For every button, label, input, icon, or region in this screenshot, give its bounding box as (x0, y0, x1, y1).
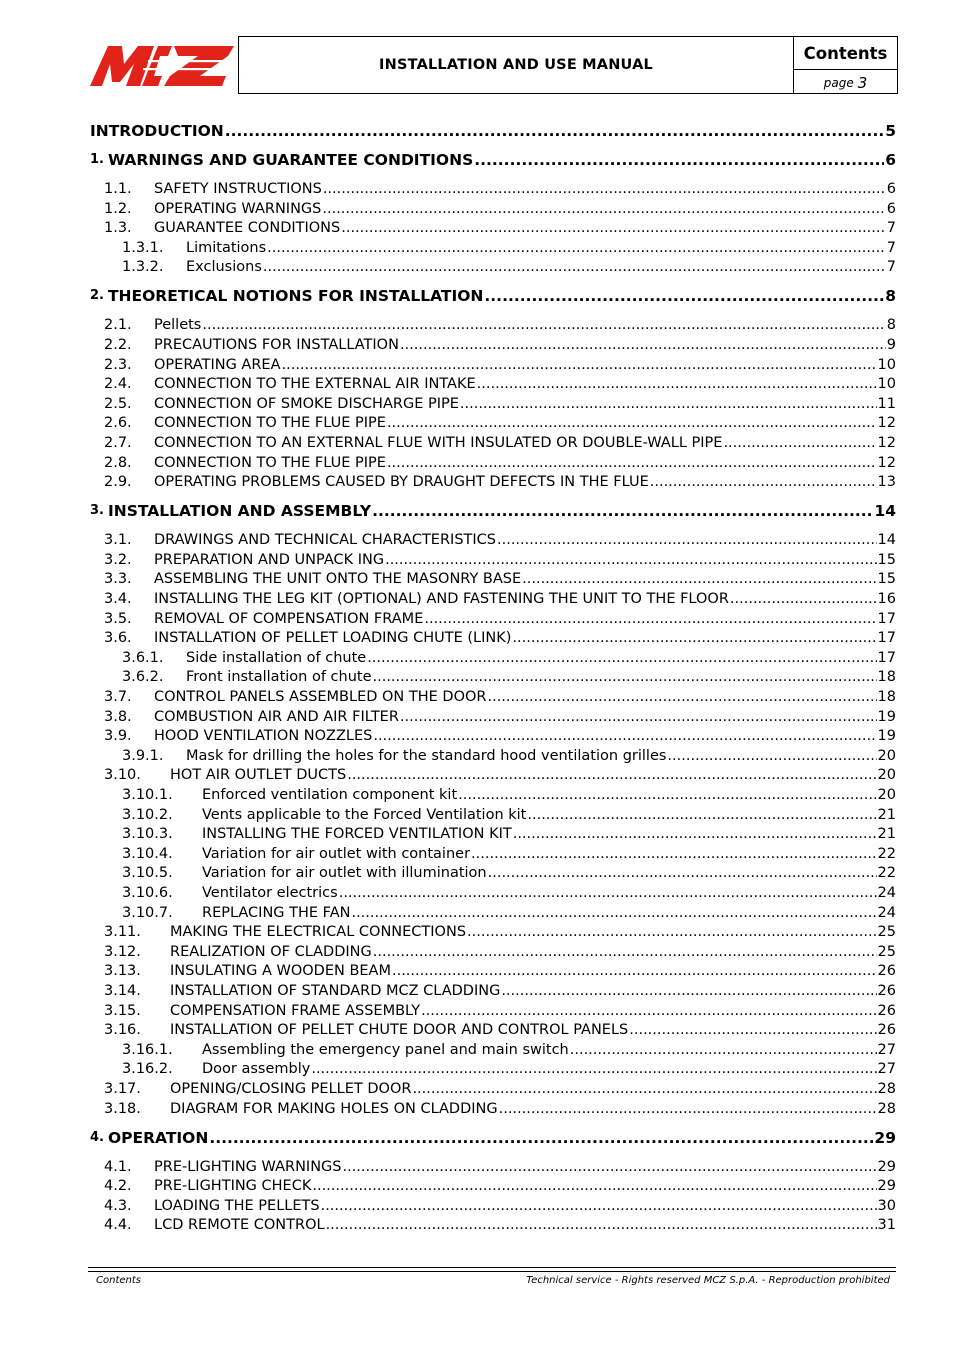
toc-chapter-entry[interactable] (90, 120, 896, 140)
toc-entry-title: CONTROL PANELS ASSEMBLED ON THE DOOR (154, 689, 487, 705)
toc-entry-number: 2. (90, 288, 104, 303)
toc-entry-number: 3.6.2. (122, 669, 164, 685)
toc-entry-page: 31 (877, 1217, 896, 1233)
toc-entry[interactable] (90, 1156, 896, 1176)
toc-entry[interactable] (90, 354, 896, 374)
toc-entry[interactable] (90, 784, 896, 804)
toc-entry-page: 20 (877, 748, 896, 764)
toc-entry-page: 20 (877, 767, 896, 783)
toc-entry-title: INSULATING A WOODEN BEAM (170, 963, 391, 979)
toc-leader-dots (400, 708, 877, 726)
header-section-box (794, 36, 898, 94)
toc-leader-dots (527, 806, 876, 824)
toc-entry[interactable] (90, 393, 896, 413)
toc-entry-page: 24 (877, 885, 896, 901)
toc-entry-page: 18 (877, 669, 896, 685)
toc-entry-number: 3.10.5. (122, 865, 173, 881)
toc-entry-page: 27 (877, 1042, 896, 1058)
toc-entry-title: OPERATING AREA (154, 357, 281, 373)
toc-entry-number: 3.10.1. (122, 787, 173, 803)
toc-entry[interactable] (90, 373, 896, 393)
toc-entry-page: 5 (885, 122, 896, 140)
toc-entry[interactable] (90, 452, 896, 472)
toc-entry[interactable] (90, 862, 896, 882)
toc-entry-title: PRE-LIGHTING CHECK (154, 1178, 312, 1194)
toc-entry-number: 4.3. (104, 1198, 132, 1214)
toc-entry-number: 3.6. (104, 630, 132, 646)
toc-leader-dots (385, 551, 876, 569)
toc-entry[interactable] (90, 921, 896, 941)
toc-leader-dots (474, 151, 884, 169)
toc-entry-title: Pellets (154, 317, 202, 333)
toc-entry-title: OPERATING PROBLEMS CAUSED BY DRAUGHT DEFECTS IN THE FLUE (154, 474, 649, 490)
toc-leader-dots (501, 982, 876, 1000)
toc-entry-page: 30 (877, 1198, 896, 1214)
toc-entry-title: REMOVAL OF COMPENSATION FRAME (154, 611, 424, 627)
toc-entry-page: 26 (877, 1022, 896, 1038)
toc-entry[interactable] (90, 882, 896, 902)
toc-entry[interactable] (90, 980, 896, 1000)
toc-entry[interactable] (90, 217, 896, 237)
toc-entry-page: 8 (886, 317, 896, 333)
toc-entry[interactable] (90, 941, 896, 961)
toc-entry[interactable] (90, 568, 896, 588)
toc-leader-dots (347, 766, 876, 784)
toc-entry-title: Front installation of chute (186, 669, 372, 685)
toc-entry[interactable] (90, 529, 896, 549)
mcz-logo (88, 40, 238, 90)
toc-entry-title: COMBUSTION AIR AND AIR FILTER (154, 709, 399, 725)
toc-entry[interactable] (90, 1039, 896, 1059)
toc-entry[interactable] (90, 1000, 896, 1020)
toc-leader-dots (387, 454, 877, 472)
toc-entry-page: 19 (877, 728, 896, 744)
toc-entry-title: OPENING/CLOSING PELLET DOOR (170, 1081, 412, 1097)
toc-entry-title: LCD REMOTE CONTROL (154, 1217, 325, 1233)
toc-entry[interactable] (90, 1019, 896, 1039)
toc-leader-dots (421, 1002, 876, 1020)
toc-entry-title: PRE-LIGHTING WARNINGS (154, 1159, 342, 1175)
toc-entry[interactable] (90, 1195, 896, 1215)
toc-entry-page: 19 (877, 709, 896, 725)
toc-entry-title: Side installation of chute (186, 650, 367, 666)
toc-leader-dots (400, 336, 886, 354)
toc-leader-dots (629, 1021, 876, 1039)
toc-entry-title: PREPARATION AND UNPACK ING (154, 552, 385, 568)
toc-leader-dots (326, 1216, 877, 1234)
toc-entry-page: 26 (877, 963, 896, 979)
toc-entry-title: MAKING THE ELECTRICAL CONNECTIONS (170, 924, 467, 940)
toc-entry-number: 3.7. (104, 689, 132, 705)
toc-entry-number: 3.10.3. (122, 826, 173, 842)
toc-entry-number: 3.8. (104, 709, 132, 725)
toc-entry[interactable] (90, 412, 896, 432)
toc-entry-page: 14 (874, 502, 896, 520)
toc-entry-page: 10 (877, 376, 896, 392)
toc-entry-page: 22 (877, 865, 896, 881)
toc-leader-dots (667, 747, 876, 765)
toc-leader-dots (487, 688, 876, 706)
toc-leader-dots (484, 287, 884, 305)
toc-entry-page: 15 (877, 571, 896, 587)
toc-entry-page: 29 (877, 1178, 896, 1194)
toc-leader-dots (392, 962, 877, 980)
toc-entry-number: 4.1. (104, 1159, 132, 1175)
toc-entry[interactable] (90, 1058, 896, 1078)
toc-entry-number: 3.9. (104, 728, 132, 744)
toc-entry-number: 3.1. (104, 532, 132, 548)
toc-entry[interactable] (90, 256, 896, 276)
toc-entry-number: 3.13. (104, 963, 141, 979)
toc-entry[interactable] (90, 804, 896, 824)
footer-rule-thin (88, 1271, 896, 1272)
toc-leader-dots (424, 610, 876, 628)
document-title: INSTALLATION AND USE MANUAL (238, 36, 794, 94)
toc-entry-number: 3.16.2. (122, 1061, 173, 1077)
toc-entry-number: 3.3. (104, 571, 132, 587)
toc-entry-number: 4. (90, 1130, 104, 1145)
toc-leader-dots (373, 668, 877, 686)
toc-entry-title: INSTALLING THE FORCED VENTILATION KIT (202, 826, 512, 842)
toc-entry-page: 7 (886, 240, 896, 256)
toc-entry-title: INSTALLATION OF PELLET CHUTE DOOR AND CONTROL PANELS (170, 1022, 629, 1038)
toc-entry-number: 2.4. (104, 376, 132, 392)
toc-entry-number: 3.10.7. (122, 905, 173, 921)
toc-entry-title: Door assembly (202, 1061, 311, 1077)
toc-entry-title: DRAWINGS AND TECHNICAL CHARACTERISTICS (154, 532, 496, 548)
toc-entry[interactable] (90, 178, 896, 198)
toc-leader-dots (650, 473, 877, 491)
toc-entry-page: 7 (886, 259, 896, 275)
toc-entry-page: 16 (877, 591, 896, 607)
toc-entry-page: 27 (877, 1061, 896, 1077)
toc-entry-title: OPERATING WARNINGS (154, 201, 322, 217)
toc-chapter-entry[interactable] (90, 500, 896, 520)
toc-entry-page: 18 (877, 689, 896, 705)
toc-leader-dots (471, 845, 877, 863)
toc-entry-number: 2.9. (104, 474, 132, 490)
toc-entry-title: ASSEMBLING THE UNIT ONTO THE MASONRY BASE (154, 571, 522, 587)
footer-section: Contents (96, 1275, 141, 1286)
toc-leader-dots (321, 1197, 877, 1215)
toc-leader-dots (570, 1041, 877, 1059)
toc-entry-number: 3.9.1. (122, 748, 164, 764)
toc-entry-number: 3.6.1. (122, 650, 164, 666)
toc-entry[interactable] (90, 725, 896, 745)
toc-entry[interactable] (90, 627, 896, 647)
toc-entry-page: 17 (877, 630, 896, 646)
toc-entry-page: 17 (877, 650, 896, 666)
toc-entry-page: 14 (877, 532, 896, 548)
toc-leader-dots (723, 434, 876, 452)
toc-entry[interactable] (90, 647, 896, 667)
toc-entry[interactable] (90, 902, 896, 922)
toc-chapter-entry[interactable] (90, 1127, 896, 1147)
toc-entry-title: INSTALLATION OF STANDARD MCZ CLADDING (170, 983, 501, 999)
toc-entry-number: 4.4. (104, 1217, 132, 1233)
footer-rule (88, 1267, 896, 1268)
toc-entry-page: 17 (877, 611, 896, 627)
toc-entry-title: Assembling the emergency panel and main switch (202, 1042, 569, 1058)
toc-leader-dots (458, 786, 876, 804)
toc-entry-number: 2.7. (104, 435, 132, 451)
toc-entry-page: 21 (877, 807, 896, 823)
toc-entry[interactable] (90, 471, 896, 491)
toc-entry-title: GUARANTEE CONDITIONS (154, 220, 341, 236)
toc-entry-title: OPERATION (107, 1129, 209, 1147)
toc-entry-number: 3.11. (104, 924, 141, 940)
toc-entry-page: 8 (885, 287, 896, 305)
toc-entry-title: Enforced ventilation component kit (202, 787, 458, 803)
toc-entry-number: 3.16.1. (122, 1042, 173, 1058)
toc-entry-title: SAFETY INSTRUCTIONS (154, 181, 322, 197)
toc-entry[interactable] (90, 1175, 896, 1195)
toc-leader-dots (513, 825, 877, 843)
toc-entry-page: 6 (886, 181, 896, 197)
toc-entry-page: 15 (877, 552, 896, 568)
toc-entry-page: 25 (877, 944, 896, 960)
toc-entry-number: 3.10.6. (122, 885, 173, 901)
toc-entry-title: PRECAUTIONS FOR INSTALLATION (154, 337, 399, 353)
toc-entry-number: 2.3. (104, 357, 132, 373)
toc-entry-number: 2.6. (104, 415, 132, 431)
toc-entry[interactable] (90, 237, 896, 257)
toc-entry-page: 28 (877, 1081, 896, 1097)
toc-entry-title: DIAGRAM FOR MAKING HOLES ON CLADDING (170, 1101, 498, 1117)
toc-entry[interactable] (90, 1098, 896, 1118)
toc-entry-number: 3.4. (104, 591, 132, 607)
toc-entry-number: 3.5. (104, 611, 132, 627)
toc-leader-dots (467, 923, 877, 941)
toc-entry[interactable] (90, 1078, 896, 1098)
toc-entry-title: HOT AIR OUTLET DUCTS (170, 767, 347, 783)
toc-entry-page: 12 (877, 435, 896, 451)
toc-entry[interactable] (90, 666, 896, 686)
toc-entry-title: COMPENSATION FRAME ASSEMBLY (170, 1003, 421, 1019)
toc-entry-title: LOADING THE PELLETS (154, 1198, 320, 1214)
toc-entry-number: 3.12. (104, 944, 141, 960)
toc-entry-title: CONNECTION TO THE EXTERNAL AIR INTAKE (154, 376, 476, 392)
toc-entry[interactable] (90, 686, 896, 706)
toc-leader-dots (282, 356, 877, 374)
toc-entry-title: INTRODUCTION (90, 122, 224, 140)
toc-entry-title: Variation for air outlet with container (202, 846, 471, 862)
toc-entry-page: 26 (877, 983, 896, 999)
toc-entry-page: 20 (877, 787, 896, 803)
toc-leader-dots (412, 1080, 876, 1098)
toc-entry-title: HOOD VENTILATION NOZZLES (154, 728, 373, 744)
toc-entry-title: CONNECTION TO AN EXTERNAL FLUE WITH INSULATED OR DOUBLE-WALL PIPE (154, 435, 723, 451)
toc-entry-page: 29 (874, 1129, 896, 1147)
toc-entry-title: INSTALLATION OF PELLET LOADING CHUTE (LINK) (154, 630, 512, 646)
toc-entry-page: 25 (877, 924, 896, 940)
toc-leader-dots (499, 1100, 877, 1118)
toc-entry-title: REALIZATION OF CLADDING (170, 944, 372, 960)
toc-entry-page: 21 (877, 826, 896, 842)
toc-entry-page: 26 (877, 1003, 896, 1019)
toc-entry-title: Ventilator electrics (202, 885, 338, 901)
toc-leader-dots (367, 649, 876, 667)
toc-leader-dots (373, 727, 876, 745)
toc-entry-number: 3.10.2. (122, 807, 173, 823)
toc-leader-dots (730, 590, 877, 608)
toc-leader-dots (342, 1158, 876, 1176)
toc-entry[interactable] (90, 843, 896, 863)
toc-leader-dots (209, 1129, 873, 1147)
toc-entry[interactable] (90, 706, 896, 726)
toc-entry-number: 2.5. (104, 396, 132, 412)
toc-entry-page: 6 (886, 201, 896, 217)
toc-leader-dots (225, 122, 884, 140)
toc-leader-dots (373, 943, 877, 961)
toc-entry-number: 3.15. (104, 1003, 141, 1019)
toc-entry-page: 12 (877, 455, 896, 471)
toc-entry[interactable] (90, 314, 896, 334)
toc-entry-number: 2.2. (104, 337, 132, 353)
toc-entry-number: 3.10. (104, 767, 141, 783)
toc-entry-page: 7 (886, 220, 896, 236)
toc-entry-title: THEORETICAL NOTIONS FOR INSTALLATION (107, 287, 484, 305)
toc-leader-dots (351, 904, 876, 922)
toc-entry-page: 29 (877, 1159, 896, 1175)
toc-entry[interactable] (90, 745, 896, 765)
toc-entry[interactable] (90, 334, 896, 354)
toc-entry-page: 9 (886, 337, 896, 353)
toc-entry-number: 3.17. (104, 1081, 141, 1097)
toc-leader-dots (512, 629, 876, 647)
toc-leader-dots (460, 395, 877, 413)
toc-entry-title: Limitations (186, 240, 267, 256)
toc-entry-page: 22 (877, 846, 896, 862)
section-title: Contents (794, 37, 897, 70)
toc-leader-dots (322, 200, 885, 218)
toc-leader-dots (311, 1060, 876, 1078)
toc-entry-title: Exclusions (186, 259, 262, 275)
toc-entry[interactable] (90, 588, 896, 608)
toc-leader-dots (202, 316, 885, 334)
toc-leader-dots (263, 258, 886, 276)
toc-leader-dots (323, 180, 886, 198)
toc-entry-title: Vents applicable to the Forced Ventilation kit (202, 807, 527, 823)
toc-entry[interactable] (90, 608, 896, 628)
toc-entry-number: 1.3. (104, 220, 132, 236)
toc-entry-number: 3. (90, 503, 104, 518)
toc-leader-dots (522, 570, 876, 588)
toc-entry-number: 3.14. (104, 983, 141, 999)
toc-entry-title: CONNECTION OF SMOKE DISCHARGE PIPE (154, 396, 459, 412)
toc-chapter-entry[interactable] (90, 285, 896, 305)
toc-entry-number: 2.1. (104, 317, 132, 333)
toc-entry[interactable] (90, 549, 896, 569)
toc-entry-title: WARNINGS AND GUARANTEE CONDITIONS (107, 151, 474, 169)
toc-entry[interactable] (90, 1214, 896, 1234)
toc-entry-title: Variation for air outlet with illumination (202, 865, 487, 881)
toc-entry-number: 3.2. (104, 552, 132, 568)
toc-entry-page: 12 (877, 415, 896, 431)
toc-entry-page: 10 (877, 357, 896, 373)
toc-entry-title: INSTALLING THE LEG KIT (OPTIONAL) AND FASTENING THE UNIT TO THE FLOOR (154, 591, 729, 607)
toc-entry-number: 3.18. (104, 1101, 141, 1117)
toc-entry-page: 11 (877, 396, 896, 412)
toc-entry[interactable] (90, 960, 896, 980)
toc-entry-number: 4.2. (104, 1178, 132, 1194)
toc-entry[interactable] (90, 823, 896, 843)
toc-entry-title: Mask for drilling the holes for the standard hood ventilation grilles (186, 748, 667, 764)
toc-entry-number: 1. (90, 152, 104, 167)
toc-entry[interactable] (90, 432, 896, 452)
page-number: 3 (857, 73, 868, 92)
toc-leader-dots (267, 239, 886, 257)
toc-entry-title: CONNECTION TO THE FLUE PIPE (154, 455, 386, 471)
toc-entry-number: 3.16. (104, 1022, 141, 1038)
toc-leader-dots (488, 864, 877, 882)
toc-leader-dots (477, 375, 877, 393)
toc-entry-number: 3.10.4. (122, 846, 173, 862)
toc-entry-title: INSTALLATION AND ASSEMBLY (107, 502, 372, 520)
toc-leader-dots (341, 219, 886, 237)
footer-copyright: Technical service - Rights reserved MCZ S.p.A. - Reproduction prohibited (526, 1275, 890, 1286)
toc-entry-number: 1.3.1. (122, 240, 164, 256)
toc-entry-page: 28 (877, 1101, 896, 1117)
toc-leader-dots (497, 531, 877, 549)
toc-entry-title: REPLACING THE FAN (202, 905, 351, 921)
toc-entry-number: 2.8. (104, 455, 132, 471)
toc-entry[interactable] (90, 198, 896, 218)
page-label: page (823, 75, 854, 90)
toc-entry-number: 1.1. (104, 181, 132, 197)
toc-entry-title: CONNECTION TO THE FLUE PIPE (154, 415, 386, 431)
toc-entry[interactable] (90, 764, 896, 784)
toc-leader-dots (339, 884, 877, 902)
page-indicator (794, 70, 897, 95)
toc-entry-number: 1.2. (104, 201, 132, 217)
toc-chapter-entry[interactable] (90, 149, 896, 169)
toc-entry-page: 6 (885, 151, 896, 169)
toc-entry-page: 24 (877, 905, 896, 921)
toc-leader-dots (312, 1177, 876, 1195)
toc-entry-number: 1.3.2. (122, 259, 164, 275)
toc-leader-dots (372, 502, 873, 520)
toc-leader-dots (387, 414, 877, 432)
toc-entry-page: 13 (877, 474, 896, 490)
